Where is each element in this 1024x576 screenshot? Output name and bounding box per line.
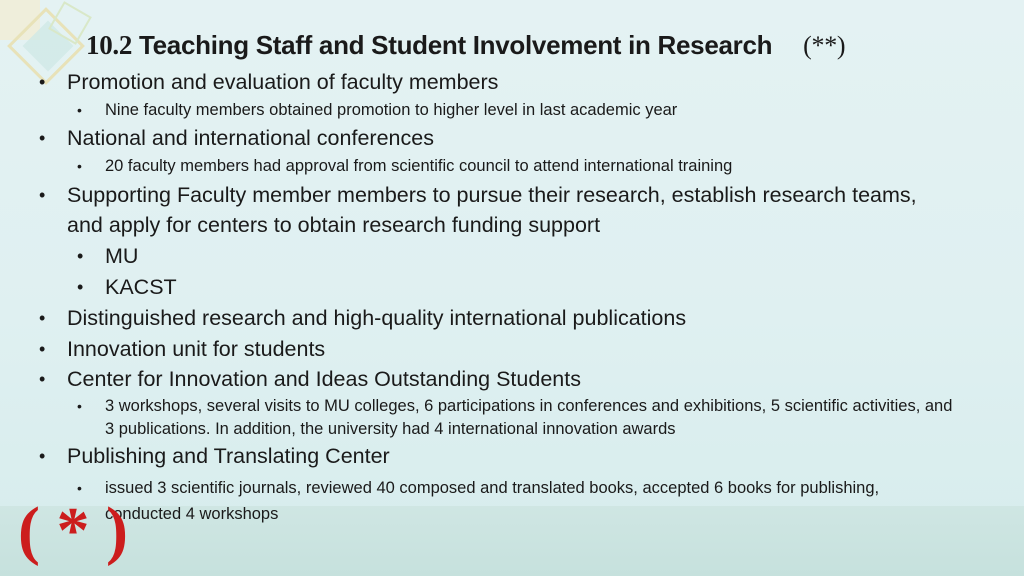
bullet-icon: • [77,246,84,266]
bullet-icon: • [39,185,46,205]
sub-bullet-continuation: 3 publications. In addition, the university had 4 international innovation awards [105,420,676,438]
bullet-item-continuation: and apply for centers to obtain research funding support [67,213,601,237]
bullet-icon: • [39,446,46,466]
bullet-icon: • [39,308,46,328]
bullet-icon: • [39,128,46,148]
bullet-icon: • [39,72,46,92]
bullet-icon: • [77,102,82,118]
bullet-item: • Supporting Faculty member members to pursue their research, establish research teams, [39,183,917,207]
title-marker: (**) [803,31,846,60]
bullet-icon: • [39,369,46,389]
sub-bullet-item: • Nine faculty members obtained promotion to higher level in last academic year [77,101,678,119]
bullet-item: • Innovation unit for students [39,337,326,361]
title-text: Teaching Staff and Student Involvement in Research [139,30,773,60]
footnote-marker: ( * ) [18,494,128,567]
bullet-item: • Distinguished research and high-quality international publications [39,306,687,330]
bullet-item: • Center for Innovation and Ideas Outstanding Students [39,367,581,391]
bullet-icon: • [39,339,46,359]
sub-bullet-item: • KACST [77,275,177,299]
bullet-icon: • [77,277,84,297]
sub-bullet-item: • 20 faculty members had approval from scientific council to attend international training [77,157,733,175]
bullet-item: • Publishing and Translating Center [39,444,390,468]
sub-bullet-item: • MU [77,244,139,268]
bullet-icon: • [77,480,82,496]
bullet-item: • National and international conferences [39,126,434,150]
bullet-item: • Promotion and evaluation of faculty members [39,70,499,94]
sub-bullet-item: • issued 3 scientific journals, reviewed 40 composed and translated books, accepted 6 books for publishing, [77,479,880,497]
bullet-icon: • [77,398,82,414]
title-number: 10.2 [86,30,133,60]
sub-bullet-continuation: conducted 4 workshops [105,505,279,523]
bullet-icon: • [77,158,82,174]
sub-bullet-item: • 3 workshops, several visits to MU colleges, 6 participations in conferences and exhibitions, 5 scientific activities, and [77,397,953,415]
